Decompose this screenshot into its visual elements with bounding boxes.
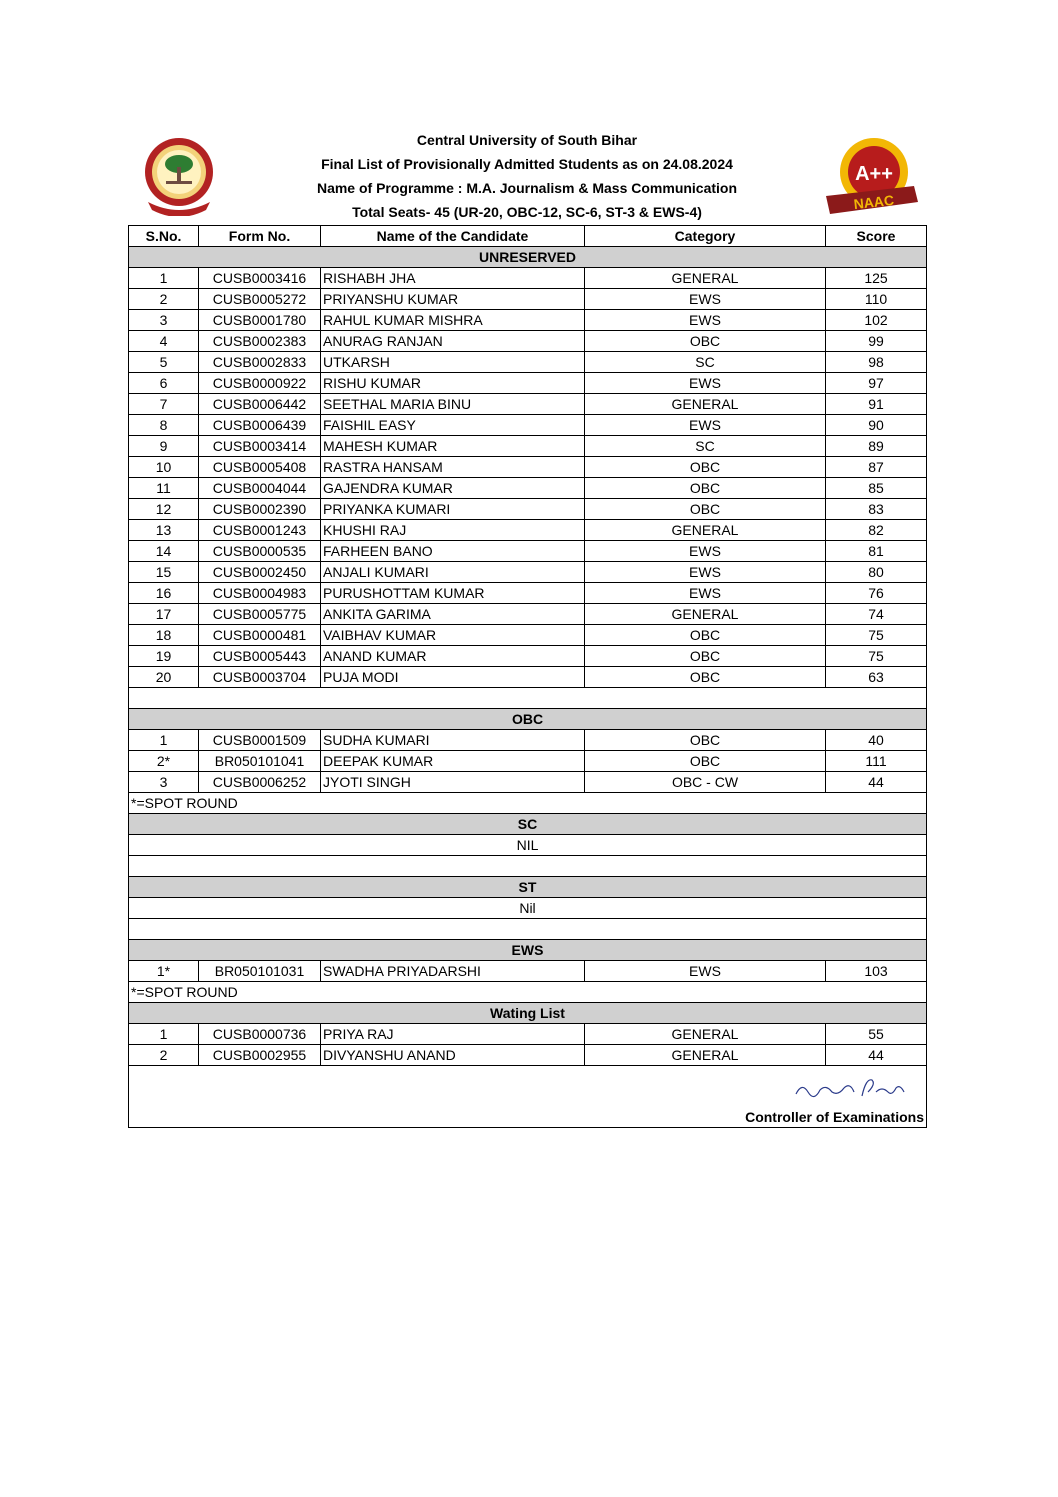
cell-score: 103 [826, 961, 927, 982]
cell-form-no: CUSB0000736 [199, 1024, 321, 1045]
sc-value: NIL [129, 835, 927, 856]
cell-sno: 2* [129, 751, 199, 772]
cell-candidate-name: SWADHA PRIYADARSHI [321, 961, 585, 982]
programme-name: Name of Programme : M.A. Journalism & Mass Communication [316, 180, 738, 196]
cell-score: 85 [826, 478, 927, 499]
cell-score: 102 [826, 310, 927, 331]
cell-category: EWS [585, 583, 826, 604]
cell-form-no: CUSB0006252 [199, 772, 321, 793]
cell-sno: 7 [129, 394, 199, 415]
blank-row [129, 919, 927, 940]
cell-candidate-name: RISHU KUMAR [321, 373, 585, 394]
spot-round-note: *=SPOT ROUND [129, 793, 927, 814]
cell-category: OBC [585, 478, 826, 499]
university-name: Central University of South Bihar [416, 132, 638, 148]
cell-candidate-name: FAISHIL EASY [321, 415, 585, 436]
table-row [129, 520, 927, 541]
naac-grade: A++ [855, 163, 893, 185]
section-header-waiting-list [129, 1003, 927, 1024]
document-header [128, 128, 926, 224]
cell-score: 98 [826, 352, 927, 373]
cell-sno: 1 [129, 730, 199, 751]
column-header-score: Score [826, 226, 927, 247]
table-row [129, 394, 927, 415]
cell-score: 82 [826, 520, 927, 541]
column-header-category: Category [585, 226, 826, 247]
cell-sno: 3 [129, 772, 199, 793]
cell-category: GENERAL [585, 1045, 826, 1066]
cell-score: 90 [826, 415, 927, 436]
cell-form-no: BR050101031 [199, 961, 321, 982]
cell-score: 81 [826, 541, 927, 562]
cell-sno: 10 [129, 457, 199, 478]
cell-candidate-name: ANURAG RANJAN [321, 331, 585, 352]
st-value-row [129, 898, 927, 919]
cell-category: EWS [585, 961, 826, 982]
table-row [129, 457, 927, 478]
table-row [129, 1045, 927, 1066]
cell-category: GENERAL [585, 604, 826, 625]
cell-form-no: CUSB0001780 [199, 310, 321, 331]
cell-candidate-name: UTKARSH [321, 352, 585, 373]
cell-score: 44 [826, 772, 927, 793]
cell-score: 75 [826, 646, 927, 667]
cell-score: 110 [826, 289, 927, 310]
cell-sno: 3 [129, 310, 199, 331]
cell-category: SC [585, 436, 826, 457]
table-row [129, 730, 927, 751]
cell-sno: 1 [129, 268, 199, 289]
cell-form-no: CUSB0002383 [199, 331, 321, 352]
cell-sno: 14 [129, 541, 199, 562]
spot-round-note-row [129, 793, 927, 814]
spot-round-note: *=SPOT ROUND [129, 982, 927, 1003]
cell-category: GENERAL [585, 268, 826, 289]
table-row [129, 415, 927, 436]
column-header-sno: S.No. [129, 226, 199, 247]
cell-sno: 5 [129, 352, 199, 373]
cell-form-no: CUSB0005272 [199, 289, 321, 310]
cell-category: OBC [585, 751, 826, 772]
cell-sno: 12 [129, 499, 199, 520]
table-row [129, 667, 927, 688]
column-header-form-no: Form No. [199, 226, 321, 247]
sc-value-row [129, 835, 927, 856]
table-row [129, 646, 927, 667]
column-header-name: Name of the Candidate [321, 226, 585, 247]
cell-sno: 1 [129, 1024, 199, 1045]
cell-candidate-name: DIVYANSHU ANAND [321, 1045, 585, 1066]
cell-form-no: CUSB0002833 [199, 352, 321, 373]
cell-category: EWS [585, 415, 826, 436]
section-title: ST [129, 877, 927, 898]
cell-form-no: CUSB0000922 [199, 373, 321, 394]
admission-list-table [128, 225, 927, 1128]
cell-form-no: CUSB0003416 [199, 268, 321, 289]
cell-form-no: CUSB0000481 [199, 625, 321, 646]
cell-sno: 2 [129, 289, 199, 310]
cell-sno: 18 [129, 625, 199, 646]
table-row [129, 772, 927, 793]
cell-candidate-name: SEETHAL MARIA BINU [321, 394, 585, 415]
cell-score: 44 [826, 1045, 927, 1066]
table-row [129, 583, 927, 604]
cell-candidate-name: PRIYANKA KUMARI [321, 499, 585, 520]
cell-score: 40 [826, 730, 927, 751]
cell-category: OBC [585, 457, 826, 478]
cell-candidate-name: PRIYANSHU KUMAR [321, 289, 585, 310]
section-header-st [129, 877, 927, 898]
cell-form-no: CUSB0003414 [199, 436, 321, 457]
cell-sno: 9 [129, 436, 199, 457]
cell-form-no: CUSB0006439 [199, 415, 321, 436]
table-header-row [129, 226, 927, 247]
cell-category: OBC [585, 499, 826, 520]
cell-candidate-name: GAJENDRA KUMAR [321, 478, 585, 499]
cell-candidate-name: MAHESH KUMAR [321, 436, 585, 457]
cell-category: OBC [585, 730, 826, 751]
cell-sno: 16 [129, 583, 199, 604]
table-row [129, 604, 927, 625]
cell-form-no: BR050101041 [199, 751, 321, 772]
controller-of-examinations: Controller of Examinations [745, 1109, 924, 1125]
st-value: Nil [129, 898, 927, 919]
cell-form-no: CUSB0002955 [199, 1045, 321, 1066]
section-header-sc [129, 814, 927, 835]
cell-candidate-name: VAIBHAV KUMAR [321, 625, 585, 646]
cell-sno: 6 [129, 373, 199, 394]
list-title: Final List of Provisionally Admitted Students as on 24.08.2024 [321, 156, 733, 172]
cell-score: 83 [826, 499, 927, 520]
cell-candidate-name: SUDHA KUMARI [321, 730, 585, 751]
table-row [129, 331, 927, 352]
cell-sno: 11 [129, 478, 199, 499]
cell-score: 87 [826, 457, 927, 478]
cell-score: 80 [826, 562, 927, 583]
cell-form-no: CUSB0002390 [199, 499, 321, 520]
signature-row [129, 1066, 927, 1128]
cell-candidate-name: PURUSHOTTAM KUMAR [321, 583, 585, 604]
cell-category: EWS [585, 373, 826, 394]
section-title: UNRESERVED [129, 247, 927, 268]
table-row [129, 961, 927, 982]
table-row [129, 499, 927, 520]
blank-row [129, 688, 927, 709]
cell-form-no: CUSB0005408 [199, 457, 321, 478]
cell-form-no: CUSB0004983 [199, 583, 321, 604]
cell-category: OBC [585, 646, 826, 667]
section-title: EWS [129, 940, 927, 961]
cell-form-no: CUSB0006442 [199, 394, 321, 415]
cell-score: 75 [826, 625, 927, 646]
cell-sno: 17 [129, 604, 199, 625]
cell-form-no: CUSB0005775 [199, 604, 321, 625]
table-row [129, 289, 927, 310]
cell-category: EWS [585, 289, 826, 310]
cell-candidate-name: PRIYA RAJ [321, 1024, 585, 1045]
cell-form-no: CUSB0001243 [199, 520, 321, 541]
table-row [129, 625, 927, 646]
cell-sno: 4 [129, 331, 199, 352]
cell-candidate-name: RASTRA HANSAM [321, 457, 585, 478]
cell-category: EWS [585, 562, 826, 583]
cell-category: OBC - CW [585, 772, 826, 793]
cell-category: OBC [585, 331, 826, 352]
table-row [129, 562, 927, 583]
cell-score: 89 [826, 436, 927, 457]
section-title: SC [129, 814, 927, 835]
cell-category: OBC [585, 667, 826, 688]
cell-score: 55 [826, 1024, 927, 1045]
table-row [129, 436, 927, 457]
cell-score: 74 [826, 604, 927, 625]
table-row [129, 352, 927, 373]
table-row [129, 1024, 927, 1045]
cell-candidate-name: KHUSHI RAJ [321, 520, 585, 541]
cell-category: EWS [585, 310, 826, 331]
table-row [129, 478, 927, 499]
table-row [129, 373, 927, 394]
cell-category: GENERAL [585, 394, 826, 415]
cell-category: OBC [585, 625, 826, 646]
cell-form-no: CUSB0003704 [199, 667, 321, 688]
cell-candidate-name: ANKITA GARIMA [321, 604, 585, 625]
cell-category: GENERAL [585, 1024, 826, 1045]
cell-form-no: CUSB0000535 [199, 541, 321, 562]
blank-row [129, 856, 927, 877]
section-header-unreserved [129, 247, 927, 268]
table-row [129, 541, 927, 562]
total-seats: Total Seats- 45 (UR-20, OBC-12, SC-6, ST-3 & EWS-4) [352, 204, 702, 220]
cell-score: 97 [826, 373, 927, 394]
cell-category: SC [585, 352, 826, 373]
cell-sno: 2 [129, 1045, 199, 1066]
naac-label: NAAC [852, 191, 895, 213]
cell-candidate-name: FARHEEN BANO [321, 541, 585, 562]
table-row [129, 310, 927, 331]
cell-sno: 8 [129, 415, 199, 436]
cell-sno: 1* [129, 961, 199, 982]
cell-form-no: CUSB0001509 [199, 730, 321, 751]
section-title: Wating List [129, 1003, 927, 1024]
cell-sno: 13 [129, 520, 199, 541]
table-row [129, 751, 927, 772]
section-title: OBC [129, 709, 927, 730]
cell-candidate-name: ANJALI KUMARI [321, 562, 585, 583]
table-row [129, 268, 927, 289]
spot-round-note-row [129, 982, 927, 1003]
cell-score: 125 [826, 268, 927, 289]
cell-score: 111 [826, 751, 927, 772]
cell-candidate-name: JYOTI SINGH [321, 772, 585, 793]
cell-form-no: CUSB0002450 [199, 562, 321, 583]
cell-candidate-name: ANAND KUMAR [321, 646, 585, 667]
cell-score: 99 [826, 331, 927, 352]
cell-form-no: CUSB0005443 [199, 646, 321, 667]
naac-logo-icon [824, 134, 920, 222]
cell-sno: 15 [129, 562, 199, 583]
cell-sno: 20 [129, 667, 199, 688]
cell-score: 91 [826, 394, 927, 415]
signature-icon [792, 1074, 912, 1104]
cell-candidate-name: DEEPAK KUMAR [321, 751, 585, 772]
cell-score: 63 [826, 667, 927, 688]
cell-score: 76 [826, 583, 927, 604]
section-header-obc [129, 709, 927, 730]
cell-category: GENERAL [585, 520, 826, 541]
cell-category: EWS [585, 541, 826, 562]
cell-candidate-name: RISHABH JHA [321, 268, 585, 289]
cell-candidate-name: RAHUL KUMAR MISHRA [321, 310, 585, 331]
cell-form-no: CUSB0004044 [199, 478, 321, 499]
cell-candidate-name: PUJA MODI [321, 667, 585, 688]
section-header-ews [129, 940, 927, 961]
cell-sno: 19 [129, 646, 199, 667]
